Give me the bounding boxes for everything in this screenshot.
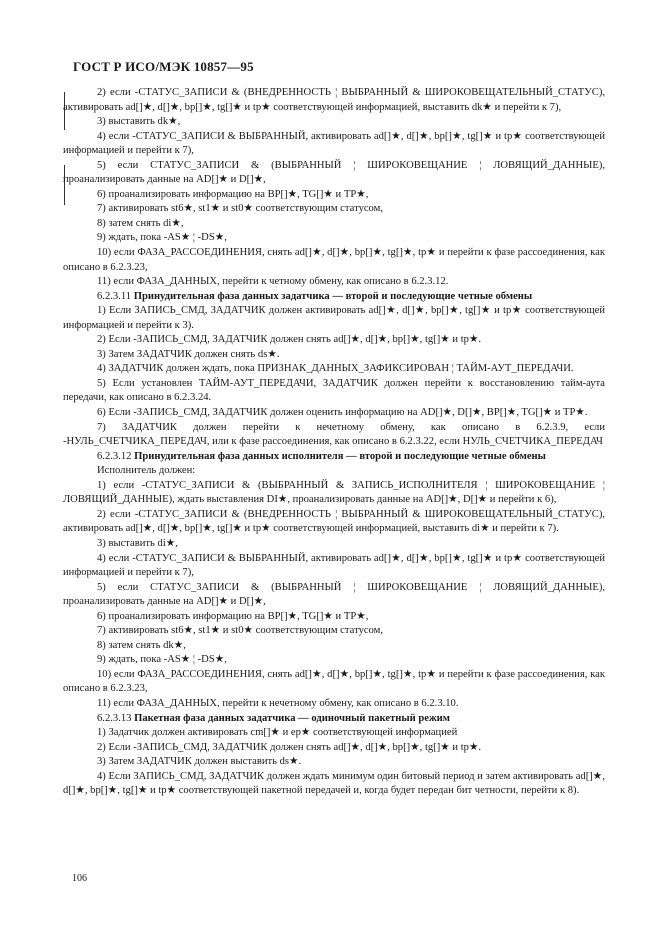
section-heading [63,712,605,727]
paragraph: 7) активировать st6★, st1★ и st0★ соответствующим статусом, [97,203,384,215]
paragraph: 3) Затем ЗАДАТЧИК должен выставить ds★. [97,756,302,768]
paragraph: 5) если СТАТУС_ЗАПИСИ & (ВЫБРАННЫЙ ¦ ШИРОКОВЕЩАНИЕ ¦ ЛОВЯЩИЙ_ДАННЫЕ), проанализировать данные на AD[]★ и D[]★, [63,581,605,608]
paragraph: 9) ждать, пока -AS★ ¦ -DS★, [97,654,227,666]
paragraph: 11) если ФАЗА_ДАННЫХ, перейти к четному обмену, как описано в 6.2.3.12. [97,276,449,288]
page-number: 106 [72,873,87,884]
document-body [63,86,605,799]
paragraph: 1) если -СТАТУС_ЗАПИСИ & (ВЫБРАННЫЙ & ЗАПИСЬ_ИСПОЛНИТЕЛЯ ¦ ШИРОКОВЕЩАНИЕ ¦ ЛОВЯЩИЙ_ДАННЫЕ), ждать выставления DI★, проанализировать данные на AD[]★, D[]★ и перейти к 6), [63,479,605,506]
paragraph: 7) ЗАДАТЧИК должен перейти к нечетному обмену, как описано в 6.2.3.9, если -НУЛЬ_СЧЕТЧИКА_ПЕРЕДАЧ, или к фазе рассоединения, как описано в 6.2.3.22, если НУЛЬ_СЧЕТЧИКА_ПЕРЕДАЧ [63,421,605,448]
section-number: 6.2.3.12 [97,450,132,462]
paragraph: 4) если -СТАТУС_ЗАПИСИ & ВЫБРАННЫЙ, активировать ad[]★, d[]★, bp[]★, tg[]★ и tp★ соответствующей информацией и перейти к 7), [63,552,605,579]
paragraph: 2) если -СТАТУС_ЗАПИСИ & (ВНЕДРЕННОСТЬ ¦ ВЫБРАННЫЙ & ШИРОКОВЕЩАТЕЛЬНЫЙ_СТАТУС), активировать ad[]★, d[]★, bp[]★, tg[]★ и tp★ соответствующей информацией, выставить di★ и перейти к 7). [63,508,605,535]
section-number: 6.2.3.11 [97,290,132,302]
section-heading [63,290,605,305]
paragraph: 10) если ФАЗА_РАССОЕДИНЕНИЯ, снять ad[]★, d[]★, bp[]★, tg[]★, tp★ и перейти к фазе рассоединения, как описано в 6.2.3.23, [63,247,605,273]
paragraph: 3) Затем ЗАДАТЧИК должен снять ds★. [97,348,280,360]
paragraph: 8) затем снять dk★, [97,639,186,651]
paragraph: 6) проанализировать информацию на BP[]★, TG[]★ и TP★, [97,610,369,622]
paragraph: 1) Если ЗАПИСЬ_СМД, ЗАДАТЧИК должен активировать ad[]★, d[]★, bp[]★, tg[]★ и tp★ соответствующей информацией и перейти к 3). [63,305,605,331]
section-heading [63,450,605,465]
paragraph: 2) Если -ЗАПИСЬ_СМД, ЗАДАТЧИК должен снять ad[]★, d[]★, bp[]★, tg[]★ и tp★. [97,334,482,346]
paragraph: 6) Если -ЗАПИСЬ_СМД, ЗАДАТЧИК должен оценить информацию на AD[]★, D[]★, BP[]★, TG[]★ и TP★. [97,407,588,419]
paragraph: 4) если -СТАТУС_ЗАПИСИ & ВЫБРАННЫЙ, активировать ad[]★, d[]★, bp[]★, tg[]★ и tp★ соответствующей информацией и перейти к 7), [63,130,605,157]
section-title: Принудительная фаза данных исполнителя — второй и последующие четные обмены [134,450,546,462]
paragraph: 4) ЗАДАТЧИК должен ждать, пока ПРИЗНАК_ДАННЫХ_ЗАФИКСИРОВАН ¦ ТАЙМ-АУТ_ПЕРЕДАЧИ. [97,363,574,375]
paragraph: 5) если СТАТУС_ЗАПИСИ & (ВЫБРАННЫЙ ¦ ШИРОКОВЕЩАНИЕ ¦ ЛОВЯЩИЙ_ДАННЫЕ), проанализировать данные на AD[]★ и D[]★, [63,159,605,186]
section-number: 6.2.3.13 [97,712,132,724]
section-title: Пакетная фаза данных задатчика — одиночный пакетный режим [134,712,450,724]
paragraph: 8) затем снять di★, [97,217,184,229]
paragraph: 11) если ФАЗА_ДАННЫХ, перейти к нечетному обмену, как описано в 6.2.3.10. [97,697,459,709]
paragraph: Исполнитель должен: [97,465,196,477]
page-header-title: ГОСТ Р ИСО/МЭК 10857—95 [73,59,254,74]
paragraph: 2) если -СТАТУС_ЗАПИСИ & (ВНЕДРЕННОСТЬ ¦ ВЫБРАННЫЙ & ШИРОКОВЕЩАТЕЛЬНЫЙ_СТАТУС), активировать ad[]★, d[]★, bp[]★, tg[]★ и tp★ соответствующей информацией, выставить dk★ и перейти к 7), [63,87,605,113]
paragraph: 9) ждать, пока -AS★ ¦ -DS★, [97,232,227,244]
paragraph: 7) активировать st6★, st1★ и st0★ соответствующим статусом, [97,625,384,637]
paragraph: 2) Если -ЗАПИСЬ_СМД, ЗАДАТЧИК должен снять ad[]★, d[]★, bp[]★, tg[]★ и tp★. [97,741,482,753]
paragraph: 10) если ФАЗА_РАССОЕДИНЕНИЯ, снять ad[]★, d[]★, bp[]★, tg[]★, tp★ и перейти к фазе рассоединения, как описано в 6.2.3.23, [63,668,605,695]
paragraph: 4) Если ЗАПИСЬ_СМД, ЗАДАТЧИК должен ждать минимум один битовый период и затем активировать ad[]★, d[]★, bp[]★, tg[]★ и tp★ соответствующей пакетной передачей и, когда будет передан бит четности, перейти к 8). [63,770,605,797]
paragraph: 5) Если установлен ТАЙМ-АУТ_ПЕРЕДАЧИ, ЗАДАТЧИК должен перейти к восстановлению тайм-аута передачи, как описано в 6.2.3.24. [63,377,605,404]
section-title: Принудительная фаза данных задатчика — второй и последующие четные обмены [133,290,533,302]
paragraph: 3) выставить dk★, [97,116,181,128]
paragraph: 1) Задатчик должен активировать cm[]★ и ep★ соответствующей информацией [97,727,458,739]
paragraph: 3) выставить di★, [97,537,178,549]
paragraph: 6) проанализировать информацию на BP[]★, TG[]★ и TP★, [97,188,369,200]
